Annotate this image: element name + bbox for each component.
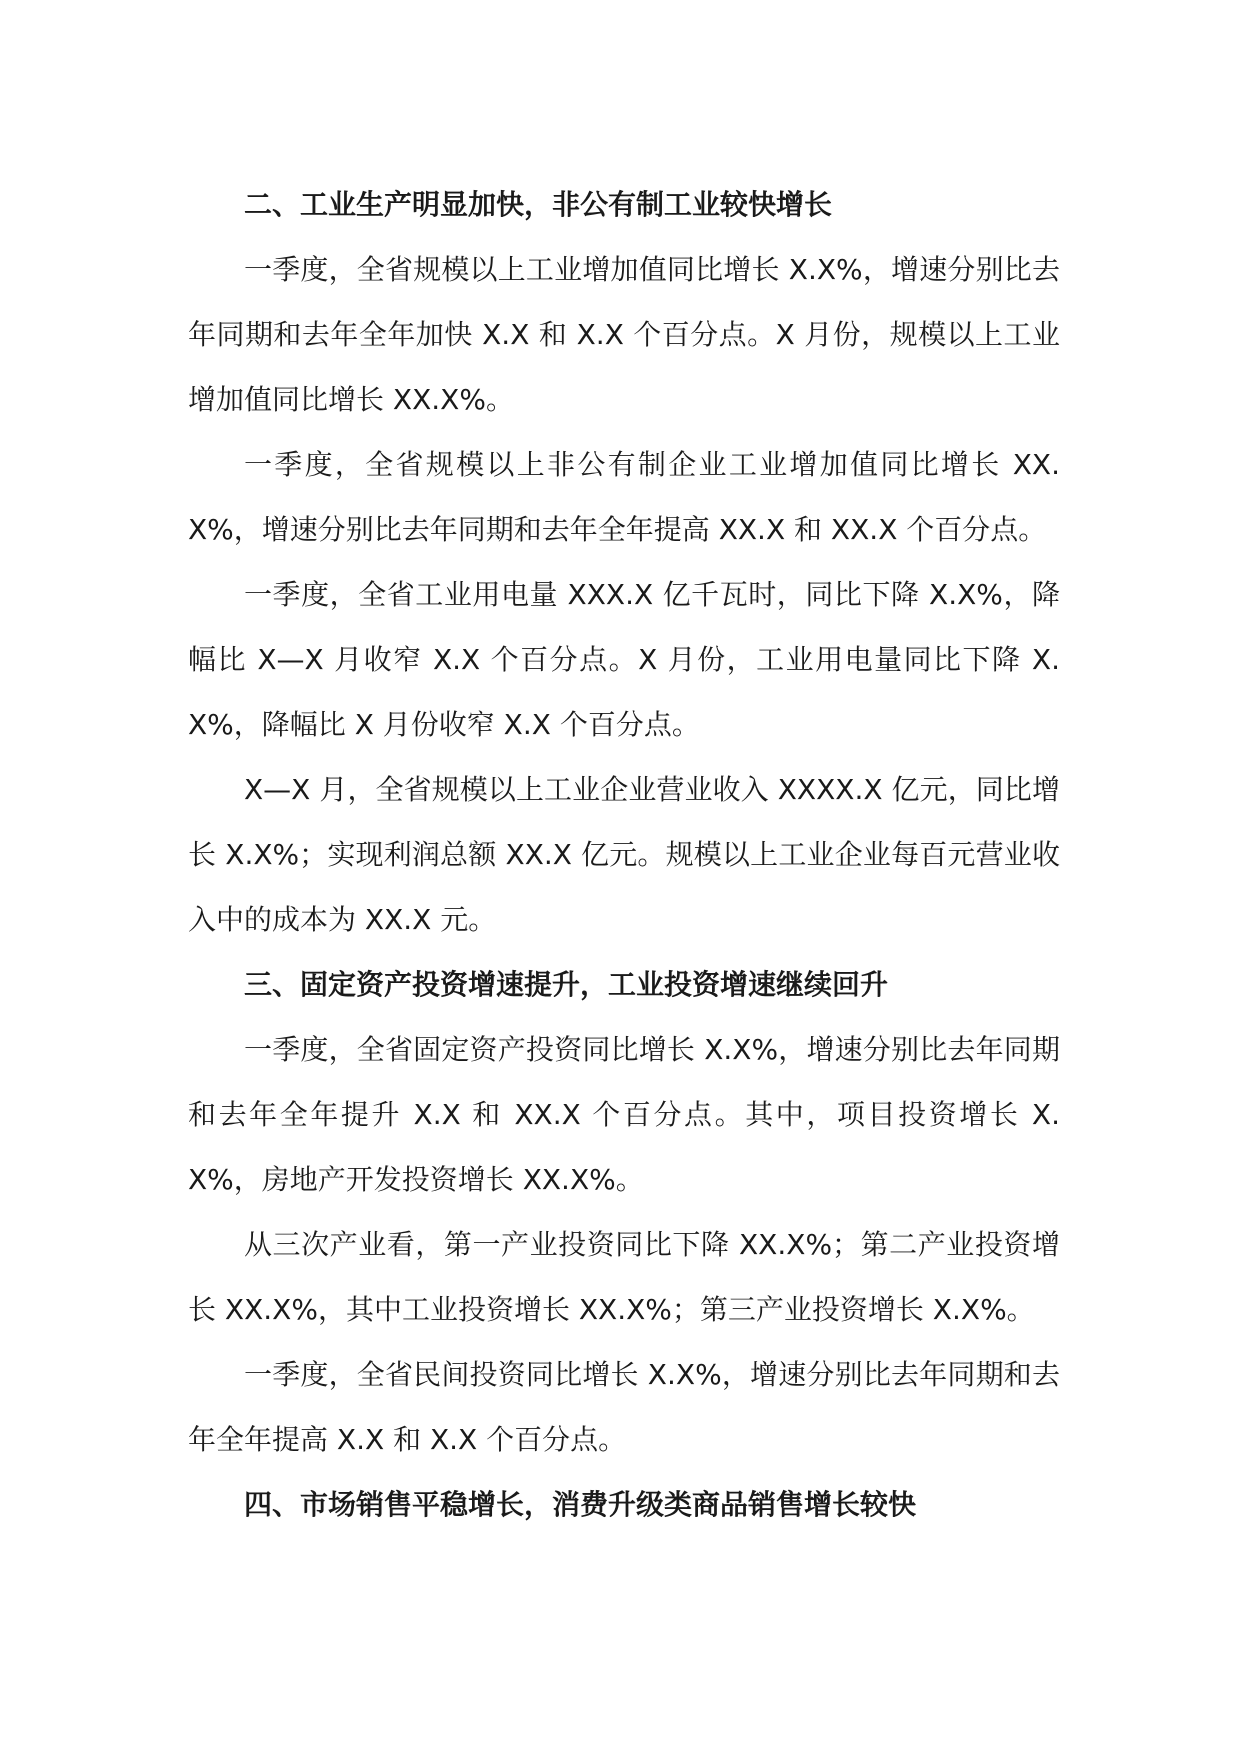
section-heading-retail: 四、市场销售平稳增长，消费升级类商品销售增长较快 [244,1488,917,1521]
section-heading-industry: 二、工业生产明显加快，非公有制工业较快增长 [244,188,833,221]
section-heading-investment: 三、固定资产投资增速提升，工业投资增速继续回升 [244,968,889,1001]
paragraph: 一季度，全省规模以上工业增加值同比增长 X.X%，增速分别比去年同期和去年全年加快 X.X 和 X.X 个百分点。X 月份，规模以上工业增加值同比增长 XX.X%。 [188,253,1060,416]
paragraph: X—X 月，全省规模以上工业企业营业收入 XXXX.X 亿元，同比增长 X.X%；实现利润总额 XX.X 亿元。规模以上工业企业每百元营业收入中的成本为 XX.X 元。 [188,773,1060,936]
paragraph: 从三次产业看，第一产业投资同比下降 XX.X%；第二产业投资增长 XX.X%，其中工业投资增长 XX.X%；第三产业投资增长 X.X%。 [188,1228,1060,1326]
paragraph: 一季度，全省民间投资同比增长 X.X%，增速分别比去年同期和去年全年提高 X.X 和 X.X 个百分点。 [188,1358,1060,1456]
paragraph: 一季度，全省工业用电量 XXX.X 亿千瓦时，同比下降 X.X%，降幅比 X—X 月收窄 X.X 个百分点。X 月份，工业用电量同比下降 X.X%，降幅比 X 月份收窄 X.X 个百分点。 [188,578,1060,741]
paragraph: 一季度，全省固定资产投资同比增长 X.X%，增速分别比去年同期和去年全年提升 X.X 和 XX.X 个百分点。其中，项目投资增长 X.X%，房地产开发投资增长 XX.X%。 [188,1033,1060,1196]
paragraph: 一季度，全省规模以上非公有制企业工业增加值同比增长 XX.X%，增速分别比去年同期和去年全年提高 XX.X 和 XX.X 个百分点。 [188,448,1060,546]
